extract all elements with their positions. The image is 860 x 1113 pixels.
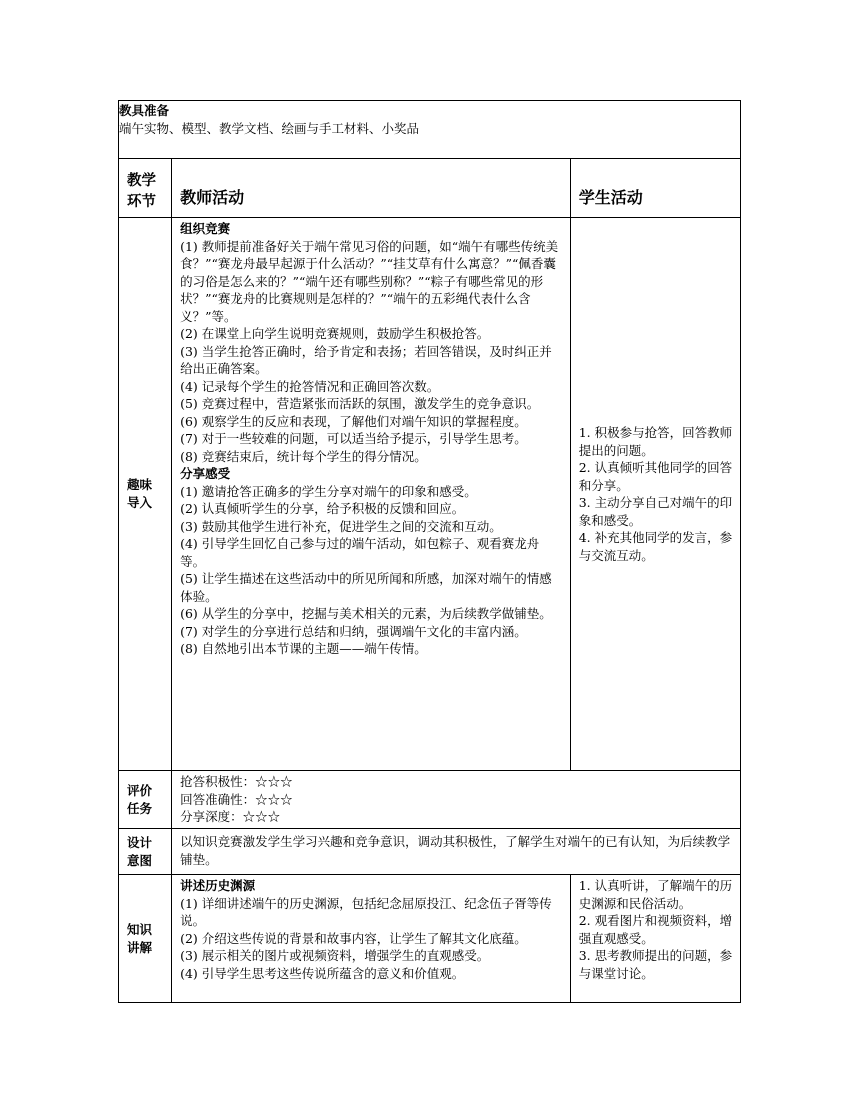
intro-step-line1: 趣味 <box>127 477 153 492</box>
knowledge-item: (4) 引导学生思考这些传说所蕴含的意义和价值观。 <box>180 965 465 981</box>
lesson-plan-page <box>118 100 741 1003</box>
header-row <box>119 159 741 218</box>
evaluation-content-cell <box>172 771 741 829</box>
header-step-cell <box>119 159 172 218</box>
intro-section2-item: (3) 鼓励其他学生进行补充，促进学生之间的交流和互动。 <box>180 518 502 534</box>
knowledge-step-line2: 讲解 <box>127 939 153 955</box>
intro-section1-item: (7) 对于一些较难的问题，可以适当给予提示，引导学生思考。 <box>180 431 527 446</box>
evaluation-item: 抢答积极性：☆☆☆ <box>180 774 293 789</box>
header-student-cell <box>570 159 740 218</box>
design-step-cell <box>119 829 172 875</box>
intro-section1-item: (4) 记录每个学生的抢答情况和正确回答次数。 <box>180 378 440 394</box>
intro-section1-title: 组织竞赛 <box>180 221 231 236</box>
prep-cell <box>119 101 741 159</box>
intro-student-item: 4. 补充其他同学的发言，参与交流互动。 <box>578 530 733 563</box>
intro-section2-item: (5) 让学生描述在这些活动中的所见所闻和所感，加深对端午的情感体验。 <box>180 571 552 604</box>
header-step-line1: 教学 <box>127 173 156 189</box>
knowledge-item: (2) 介绍这些传说的背景和故事内容，让学生了解其文化底蕴。 <box>180 930 527 946</box>
intro-step-line2: 导入 <box>127 495 153 510</box>
knowledge-step-line1: 知识 <box>127 921 153 937</box>
intro-row <box>119 218 741 771</box>
evaluation-item: 回答准确性：☆☆☆ <box>180 791 293 807</box>
design-step-line1: 设计 <box>127 834 153 850</box>
intro-section2-item: (1) 邀请抢答正确多的学生分享对端午的印象和感受。 <box>180 483 477 499</box>
intro-section1-item: (1) 教师提前准备好关于端午常见习俗的问题，如“端午有哪些传统美食？”“赛龙舟最早起源于什么活动？”“挂艾草有什么寓意？”“佩香囊的习俗是怎么来的？”“端午还有哪些别称？”“粽子有哪些常见的形状？”“赛龙舟的比赛规则是怎样的？”“端午的五彩绳代表什么含义？”等。 <box>180 238 559 324</box>
intro-section1-item: (3) 当学生抢答正确时，给予肯定和表扬；若回答错误，及时纠正并给出正确答案。 <box>180 343 552 376</box>
intro-section2-item: (7) 对学生的分享进行总结和归纳，强调端午文化的丰富内涵。 <box>180 623 527 639</box>
design-content: 以知识竞赛激发学生学习兴趣和竞争意识，调动其积极性，了解学生对端午的已有认知，为后续教学铺垫。 <box>180 834 731 867</box>
intro-student-item: 1. 积极参与抢答，回答教师提出的问题。 <box>578 425 733 458</box>
evaluation-item: 分享深度：☆☆☆ <box>180 809 281 824</box>
intro-section2-item: (8) 自然地引出本节课的主题——端午传情。 <box>180 641 427 656</box>
prep-content: 端午实物、模型、教学文档、绘画与手工材料、小奖品 <box>119 121 420 136</box>
knowledge-student-cell <box>570 875 740 1003</box>
intro-section1-item: (2) 在课堂上向学生说明竞赛规则，鼓励学生积极抢答。 <box>180 326 490 341</box>
knowledge-student-item: 1. 认真听讲，了解端午的历史渊源和民俗活动。 <box>578 878 733 911</box>
header-step-line2: 环节 <box>127 194 156 210</box>
intro-section1-item: (5) 竞赛过程中，营造紧张而活跃的氛围，激发学生的竞争意识。 <box>180 396 540 411</box>
design-content-cell <box>172 829 741 875</box>
intro-student-cell <box>570 218 740 771</box>
knowledge-step-cell <box>119 875 172 1003</box>
intro-step-cell <box>119 218 172 771</box>
lesson-plan-table <box>118 100 741 1003</box>
intro-student-item: 2. 认真倾听其他同学的回答和分享。 <box>578 460 733 493</box>
knowledge-section-title: 讲述历史渊源 <box>180 878 256 893</box>
knowledge-teacher-cell <box>172 875 571 1003</box>
evaluation-step-line1: 评价 <box>127 782 153 798</box>
prep-title: 教具准备 <box>119 103 170 118</box>
evaluation-step-cell <box>119 771 172 829</box>
knowledge-row <box>119 875 741 1003</box>
intro-teacher-cell <box>172 218 571 771</box>
design-step-line2: 意图 <box>127 852 153 868</box>
evaluation-step-line2: 任务 <box>127 800 153 816</box>
intro-section2-item: (4) 引导学生回忆自己参与过的端午活动，如包粽子、观看赛龙舟等。 <box>180 536 540 569</box>
knowledge-item: (1) 详细讲述端午的历史渊源，包括纪念屈原投江、纪念伍子胥等传说。 <box>180 895 552 928</box>
knowledge-item: (3) 展示相关的图片或视频资料，增强学生的直观感受。 <box>180 948 490 963</box>
intro-section2-item: (6) 从学生的分享中，挖掘与美术相关的元素，为后续教学做铺垫。 <box>180 606 552 621</box>
knowledge-student-item: 3. 思考教师提出的问题，参与课堂讨论。 <box>578 948 733 981</box>
evaluation-row <box>119 771 741 829</box>
header-teacher-cell <box>172 159 571 218</box>
intro-section1-item: (8) 竞赛结束后，统计每个学生的得分情况。 <box>180 448 427 464</box>
header-student: 学生活动 <box>578 188 643 207</box>
intro-section2-item: (2) 认真倾听学生的分享，给予积极的反馈和回应。 <box>180 501 465 516</box>
knowledge-student-item: 2. 观看图片和视频资料，增强直观感受。 <box>578 913 733 946</box>
intro-section1-item: (6) 观察学生的反应和表现，了解他们对端午知识的掌握程度。 <box>180 413 527 429</box>
prep-row <box>119 101 741 159</box>
intro-section2-title: 分享感受 <box>180 466 231 481</box>
header-teacher: 教师活动 <box>180 188 245 207</box>
intro-student-item: 3. 主动分享自己对端午的印象和感受。 <box>578 495 733 528</box>
design-row <box>119 829 741 875</box>
